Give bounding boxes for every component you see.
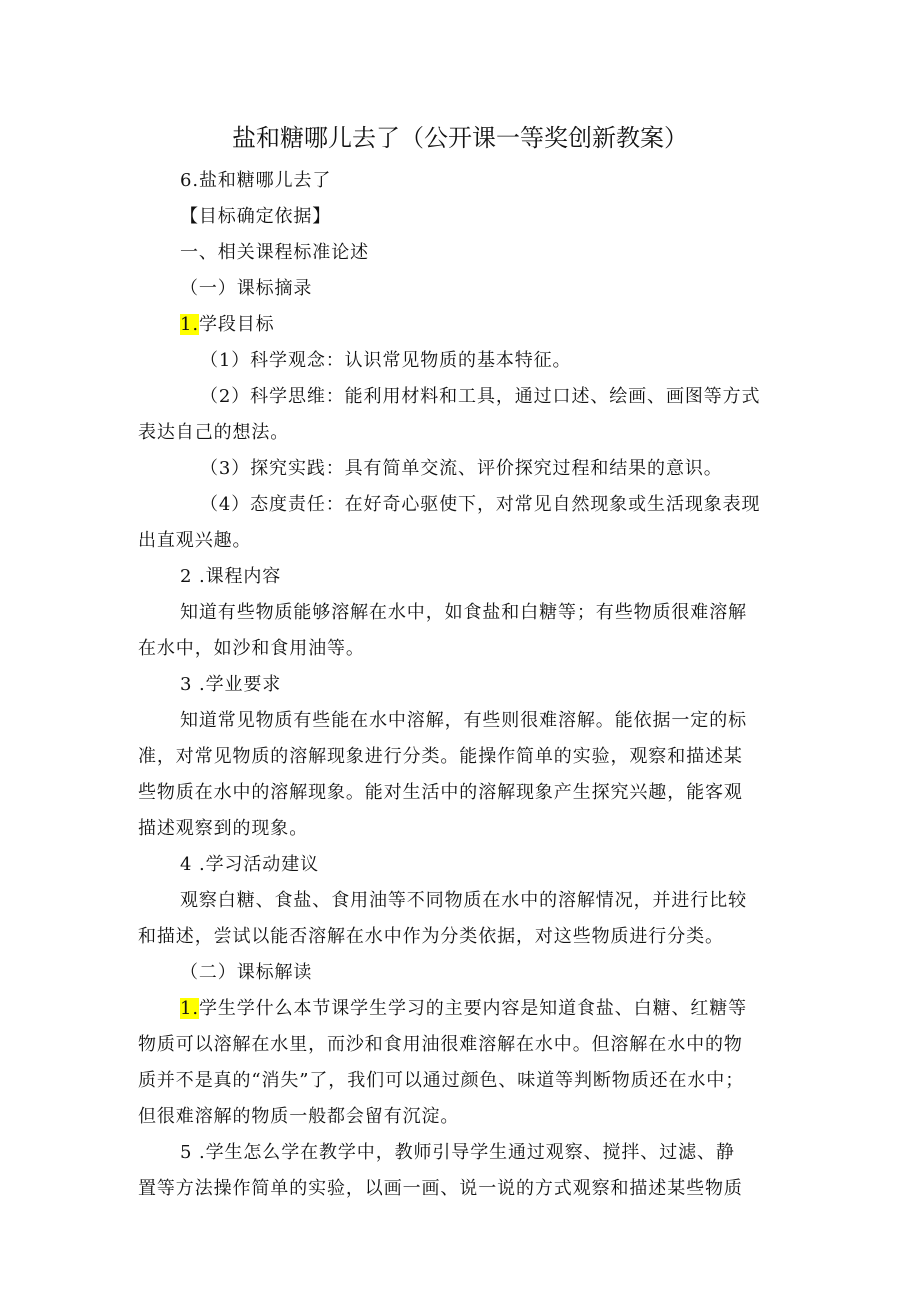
heading-basis: 【目标确定依据】 — [180, 206, 332, 227]
paragraph-line: 出直观兴趣。 — [138, 530, 252, 551]
highlight-number: 1. — [180, 998, 199, 1019]
paragraph-line: 知道有些物质能够溶解在水中，如食盐和白糖等；有些物质很难溶解 — [180, 602, 747, 623]
heading-standards: 一、相关课程标准论述 — [180, 242, 369, 263]
paragraph-line: 但很难溶解的物质一般都会留有沉淀。 — [138, 1106, 460, 1127]
paragraph-line: 和描述，尝试以能否溶解在水中作为分类依据，对这些物质进行分类。 — [138, 926, 724, 947]
paragraph-line: 在水中，如沙和食用油等。 — [138, 638, 365, 659]
heading-requirements: 3 .学业要求 — [180, 674, 282, 695]
paragraph-line: （3）探究实践：具有简单交流、评价探究过程和结果的意识。 — [200, 458, 723, 479]
paragraph-line: 描述观察到的现象。 — [138, 818, 309, 839]
paragraph-line: 知道常见物质有些能在水中溶解，有些则很难溶解。能依据一定的标 — [180, 710, 747, 731]
paragraph-line: （2）科学思维：能利用材料和工具，通过口述、绘画、画图等方式 — [200, 386, 761, 407]
heading-excerpt: （一）课标摘录 — [180, 278, 313, 299]
item-text: 学段目标 — [198, 314, 275, 335]
highlight-number: 1. — [180, 314, 199, 335]
heading-interpretation: （二）课标解读 — [180, 962, 313, 983]
heading-activity: 4 .学习活动建议 — [180, 854, 319, 875]
paragraph-line: 准，对常见物质的溶解现象进行分类。能操作简单的实验，观察和描述某 — [138, 746, 743, 767]
document-title: 盐和糖哪儿去了（公开课一等奖创新教案） — [232, 124, 688, 152]
paragraph-line: 质并不是真的“消失”了，我们可以通过颜色、味道等判断物质还在水中； — [138, 1070, 745, 1091]
heading-course-content: 2 .课程内容 — [180, 566, 282, 587]
paragraph-line: （1）科学观念：认识常见物质的基本特征。 — [200, 350, 572, 371]
paragraph-line: 置等方法操作简单的实验，以画一画、说一说的方式观察和描述某些物质 — [138, 1178, 743, 1199]
item-text: 学生学什么本节课学生学习的主要内容是知道食盐、白糖、红糖等 — [198, 998, 748, 1019]
paragraph-line: 些物质在水中的溶解现象。能对生活中的溶解现象产生探究兴趣，能客观 — [138, 782, 743, 803]
item-what-learn — [180, 996, 747, 1022]
paragraph-line: 观察白糖、食盐、食用油等不同物质在水中的溶解情况，并进行比较 — [180, 890, 747, 911]
paragraph-line: （4）态度责任：在好奇心驱使下，对常见自然现象或生活现象表现 — [200, 494, 761, 515]
paragraph-line: 物质可以溶解在水里，而沙和食用油很难溶解在水中。但溶解在水中的物 — [138, 1034, 743, 1055]
item-stage-goals — [180, 312, 275, 338]
paragraph-line: 表达自己的想法。 — [138, 422, 290, 443]
item-how-learn: 5 .学生怎么学在教学中，教师引导学生通过观察、搅拌、过滤、静 — [180, 1142, 735, 1163]
section-title: 6.盐和糖哪儿去了 — [180, 170, 332, 191]
